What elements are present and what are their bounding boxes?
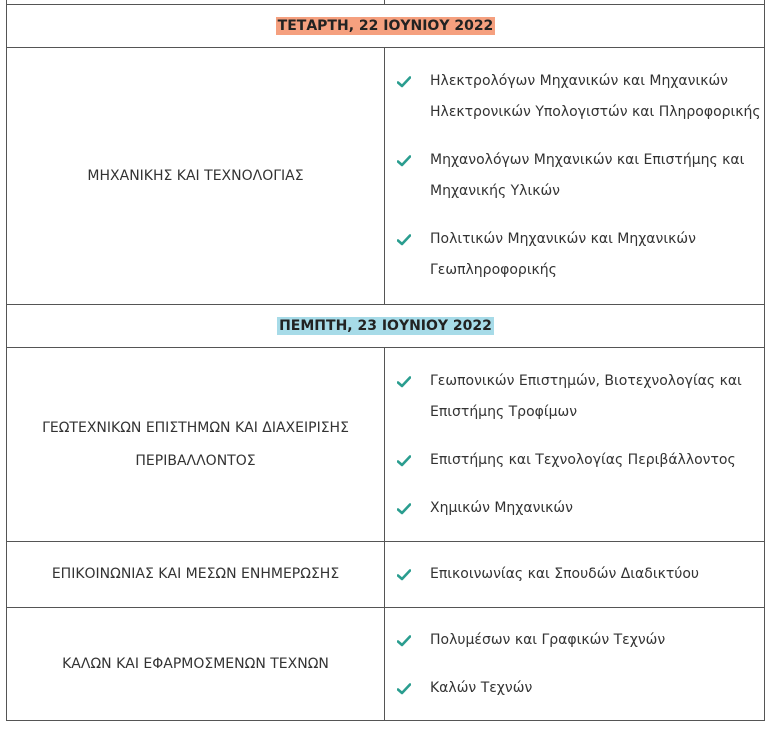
department-item: Πολιτικών Μηχανικών και Μηχανικών Γεωπληροφορικής: [385, 224, 764, 286]
check-icon: [397, 503, 411, 515]
department-item: Πολυμέσων και Γραφικών Τεχνών: [385, 625, 764, 656]
department-list: [385, 366, 764, 524]
school-row: [7, 542, 765, 608]
school-row: [7, 348, 765, 542]
department-item: Γεωπονικών Επιστημών, Βιοτεχνολογίας και Επιστήμης Τροφίμων: [385, 366, 764, 428]
department-item: Επικοινωνίας και Σπουδών Διαδικτύου: [385, 559, 764, 590]
school-name: ΜΗΧΑΝΙΚΗΣ ΚΑΙ ΤΕΧΝΟΛΟΓΙΑΣ: [87, 167, 304, 184]
school-row: [7, 48, 765, 305]
check-icon: [397, 455, 411, 467]
department-item: Καλών Τεχνών: [385, 673, 764, 704]
school-name: ΚΑΛΩΝ ΚΑΙ ΕΦΑΡΜΟΣΜΕΝΩΝ ΤΕΧΝΩΝ: [62, 655, 329, 672]
check-icon: [397, 155, 411, 167]
school-name: ΕΠΙΚΟΙΝΩΝΙΑΣ ΚΑΙ ΜΕΣΩΝ ΕΝΗΜΕΡΩΣΗΣ: [51, 566, 340, 582]
date-heading: ΤΕΤΑΡΤΗ, 22 ΙΟΥΝΙΟΥ 2022: [277, 18, 494, 34]
department-item: Επιστήμης και Τεχνολογίας Περιβάλλοντος: [385, 445, 764, 476]
department-item: Μηχανολόγων Μηχανικών και Επιστήμης και Μηχανικής Υλικών: [385, 145, 764, 207]
school-row: [7, 608, 765, 721]
check-icon: [397, 569, 411, 581]
check-icon: [397, 234, 411, 246]
department-item: Ηλεκτρολόγων Μηχανικών και Μηχανικών Ηλεκτρονικών Υπολογιστών και Πληροφορικής: [385, 66, 764, 128]
date-row-thursday: [7, 305, 765, 348]
schedule-table: [6, 0, 765, 721]
date-row-wednesday: [7, 5, 765, 48]
check-icon: [397, 635, 411, 647]
department-list: [385, 625, 764, 704]
school-name: ΓΕΩΤΕΧΝΙΚΩΝ ΕΠΙΣΤΗΜΩΝ ΚΑΙ ΔΙΑΧΕΙΡΙΣΗΣ ΠΕΡΙΒΑΛΛΟΝΤΟΣ: [42, 419, 349, 469]
check-icon: [397, 76, 411, 88]
department-list: [385, 559, 764, 590]
department-list: [385, 66, 764, 286]
department-item: Χημικών Μηχανικών: [385, 493, 764, 524]
date-heading: ΠΕΜΠΤΗ, 23 ΙΟΥΝΙΟΥ 2022: [279, 318, 492, 334]
check-icon: [397, 376, 411, 388]
check-icon: [397, 683, 411, 695]
